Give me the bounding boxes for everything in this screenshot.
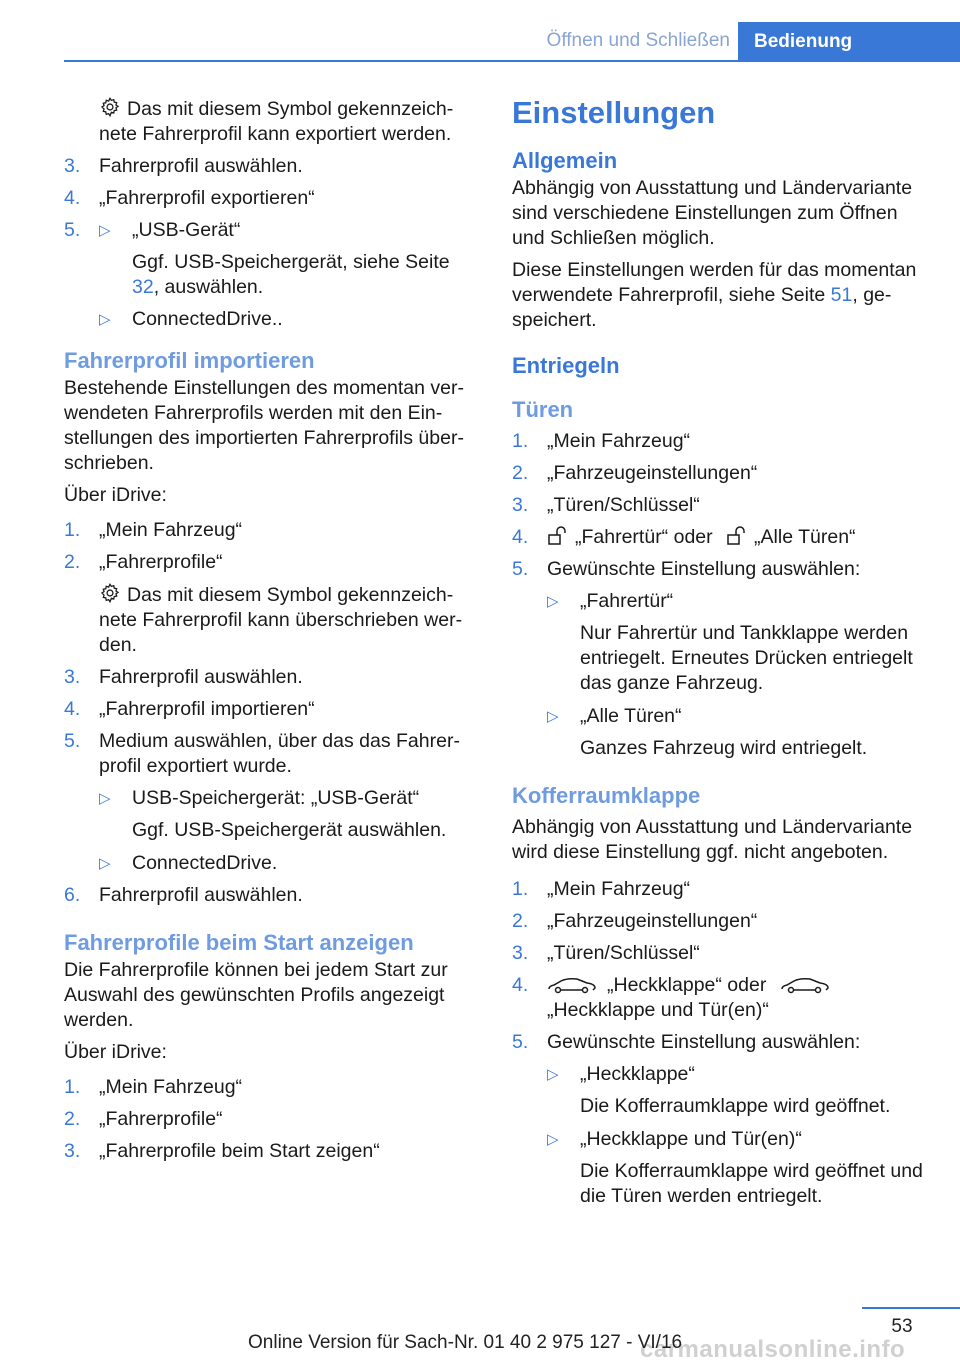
step-text: „Fahrerprofile“ <box>99 1108 223 1130</box>
sub-item <box>99 307 478 332</box>
step-number: 3. <box>512 942 529 964</box>
trunk-intro: Abhängig von Ausstattung und Ländervariante wird diese Einstellung ggf. nicht angeboten. <box>512 816 913 863</box>
step-text: Gewünschte Einstellung auswählen: <box>547 1031 861 1053</box>
start-step-3 <box>64 1139 478 1164</box>
page-link-32[interactable]: 32 <box>132 276 154 298</box>
open-lock-icon <box>547 526 569 546</box>
trunk-step-5 <box>512 1030 932 1055</box>
usb-note-text-end: , auswählen. <box>153 276 264 298</box>
triangle-bullet-icon: ▷ <box>99 311 111 328</box>
usb-import-note: Ggf. USB-Speichergerät auswählen. <box>132 819 447 841</box>
step-number: 4. <box>64 698 81 720</box>
start-step-1 <box>64 1075 478 1100</box>
export-icon-note-text: Das mit diesem Symbol gekennzeichnete Fahrerprofil kann exportiert werden. <box>99 98 454 145</box>
left-column <box>64 96 478 1171</box>
trunk-options <box>512 1062 932 1209</box>
sub-item <box>547 704 932 729</box>
open-lock-icon <box>726 526 748 546</box>
car-outline-icon <box>780 976 830 994</box>
import-step-5 <box>64 729 478 779</box>
general-p1: Abhängig von Ausstattung und Ländervariante sind verschiedene Einstellungen zum Öffnen und Schließen möglich. <box>512 177 913 249</box>
step-text: „Fahrerprofil exportieren“ <box>99 187 315 209</box>
usb-note-text: Ggf. USB-Speichergerät, siehe Seite <box>132 251 450 273</box>
tailgate-door-option: „Heckklappe und Tür(en)“ <box>547 999 769 1021</box>
triangle-bullet-icon: ▷ <box>547 593 559 610</box>
import-icon-note-text: Das mit diesem Symbol gekennzeichnete Fahrerprofil kann überschrieben werden. <box>99 584 463 656</box>
sub-text: ConnectedDrive. <box>132 852 278 874</box>
step-number: 5. <box>64 219 81 241</box>
step-number: 4. <box>512 974 529 996</box>
step-number: 1. <box>64 1076 81 1098</box>
step-text: „Fahrzeugeinstellungen“ <box>547 462 758 484</box>
triangle-bullet-icon: ▷ <box>99 790 111 807</box>
step-number: 2. <box>64 1108 81 1130</box>
export-step-4 <box>64 186 478 211</box>
chapter-tab: Bedienung <box>738 22 960 62</box>
step-number: 4. <box>512 526 529 548</box>
driver-door-note: Nur Fahrertür und Tankklappe werden entriegelt. Erneutes Drücken entriegelt das ganze Fahrzeug. <box>580 622 913 694</box>
export-step-3 <box>64 154 478 179</box>
step-text: Gewünschte Einstellung auswählen: <box>547 558 861 580</box>
step-text: „Mein Fahrzeug“ <box>547 878 691 900</box>
step-number: 5. <box>64 730 81 752</box>
sub-text: USB-Speichergerät: „USB-Gerät“ <box>132 787 420 809</box>
step-number: 3. <box>64 666 81 688</box>
trunk-step-1 <box>512 877 932 902</box>
import-step-3 <box>64 665 478 690</box>
triangle-bullet-icon: ▷ <box>99 222 111 239</box>
general-heading: Allgemein <box>512 148 618 173</box>
import-intro: Bestehende Einstellungen des momentan verwendeten Fahrerprofils werden mit den Einstellungen des importierten Fahrerprofils überschrieben. <box>64 377 465 474</box>
start-intro: Die Fahrerprofile können bei jedem Start zur Auswahl des gewünschten Profils angezeigt werden. <box>64 959 448 1031</box>
start-heading: Fahrerprofile beim Start anzeigen <box>64 930 414 955</box>
import-icon-note <box>64 582 478 658</box>
step-text: „Mein Fahrzeug“ <box>99 519 243 541</box>
footer-rule <box>862 1307 960 1309</box>
step-text: „USB-Gerät“ <box>132 219 241 241</box>
sub-item <box>547 1062 932 1087</box>
step-text: „Fahrerprofil importieren“ <box>99 698 315 720</box>
step-number: 3. <box>64 1140 81 1162</box>
sub-text: „Fahrertür“ <box>580 590 674 612</box>
trunk-step-3 <box>512 941 932 966</box>
tailgate-door-note: Die Kofferraumklappe wird geöffnet und die Türen werden entriegelt. <box>580 1160 923 1207</box>
import-step-1 <box>64 518 478 543</box>
triangle-bullet-icon: ▷ <box>99 855 111 872</box>
sub-text: „Heckklappe“ <box>580 1063 695 1085</box>
step-number: 3. <box>512 494 529 516</box>
all-doors-note: Ganzes Fahrzeug wird entriegelt. <box>580 737 868 759</box>
door-step-4 <box>512 525 932 550</box>
trunk-heading: Kofferraumklappe <box>512 783 701 808</box>
step-text: Fahrerprofil auswählen. <box>99 155 303 177</box>
right-column <box>512 96 932 1217</box>
sub-text: „Heckklappe und Tür(en)“ <box>580 1128 802 1150</box>
import-step-4 <box>64 697 478 722</box>
car-outline-icon <box>547 976 597 994</box>
step-text: „Fahrzeugeinstellungen“ <box>547 910 758 932</box>
trunk-step-2 <box>512 909 932 934</box>
sub-item <box>547 589 932 614</box>
usb-import-item <box>64 786 478 876</box>
idrive-label-2: Über iDrive: <box>64 1041 167 1063</box>
general-p2-text: Diese Einstellungen werden für das momentan verwendete Fahrerprofil, siehe Seite <box>512 259 917 306</box>
trunk-step-4 <box>512 973 932 1023</box>
sub-item <box>547 1127 932 1152</box>
doors-heading: Türen <box>512 397 574 422</box>
step-text: „Türen/Schlüssel“ <box>547 494 700 516</box>
usb-note <box>64 250 478 300</box>
triangle-bullet-icon: ▷ <box>547 708 559 725</box>
step-number: 5. <box>512 558 529 580</box>
step-text: „Fahrerprofile“ <box>99 551 223 573</box>
idrive-label: Über iDrive: <box>64 484 167 506</box>
sub-item <box>99 851 478 876</box>
step-number: 6. <box>64 884 81 906</box>
step-number: 1. <box>512 430 529 452</box>
step-number: 4. <box>64 187 81 209</box>
page-number: 53 <box>891 1316 913 1337</box>
page-link-51[interactable]: 51 <box>830 284 853 306</box>
import-step-6 <box>64 883 478 908</box>
step-number: 3. <box>64 155 81 177</box>
unlock-heading: Entriegeln <box>512 353 620 378</box>
import-step-2 <box>64 550 478 575</box>
tailgate-option: „Heckklappe“ oder <box>607 974 767 996</box>
door-step-2 <box>512 461 932 486</box>
door-step-1 <box>512 429 932 454</box>
section-title: Öffnen und Schließen <box>546 30 730 51</box>
triangle-bullet-icon: ▷ <box>547 1131 559 1148</box>
settings-heading: Einstellungen <box>512 95 716 130</box>
header-rule <box>64 60 960 62</box>
sub-text: ConnectedDrive.. <box>132 308 283 330</box>
step-text: „Fahrerprofile beim Start zeigen“ <box>99 1140 380 1162</box>
sub-text: „Alle Türen“ <box>580 705 682 727</box>
driver-door-option: „Fahrertür“ oder <box>575 526 713 548</box>
connected-drive-item <box>64 307 478 332</box>
step-text: Fahrerprofil auswählen. <box>99 666 303 688</box>
import-heading: Fahrerprofil importieren <box>64 348 315 373</box>
step-text: Fahrerprofil auswählen. <box>99 884 303 906</box>
triangle-bullet-icon: ▷ <box>547 1066 559 1083</box>
door-step-3 <box>512 493 932 518</box>
step-text: Medium auswählen, über das das Fahrerprofil exportiert wurde. <box>99 730 460 777</box>
sub-item <box>99 786 478 811</box>
start-step-2 <box>64 1107 478 1132</box>
step-text: „Mein Fahrzeug“ <box>547 430 691 452</box>
watermark: carmanualsonline.info <box>640 1336 906 1362</box>
step-number: 2. <box>512 910 529 932</box>
version-note: Online Version für Sach-Nr. 01 40 2 975 127 - VI/16 <box>248 1332 683 1353</box>
step-number: 5. <box>512 1031 529 1053</box>
step-number: 2. <box>512 462 529 484</box>
step-number: 2. <box>64 551 81 573</box>
general-p2 <box>512 258 932 333</box>
tailgate-note: Die Kofferraumklappe wird geöffnet. <box>580 1095 891 1117</box>
gear-icon <box>99 96 121 118</box>
door-step-5 <box>512 557 932 582</box>
step-text: „Türen/Schlüssel“ <box>547 942 700 964</box>
export-step-5 <box>64 218 478 243</box>
export-icon-note <box>64 96 478 147</box>
general-p2-end: , gespeichert. <box>512 284 892 331</box>
step-number: 1. <box>512 878 529 900</box>
step-text: „Mein Fahrzeug“ <box>99 1076 243 1098</box>
sub-item <box>99 218 478 243</box>
gear-icon <box>99 582 121 604</box>
step-number: 1. <box>64 519 81 541</box>
door-options <box>512 589 932 761</box>
all-doors-option: „Alle Türen“ <box>754 526 856 548</box>
